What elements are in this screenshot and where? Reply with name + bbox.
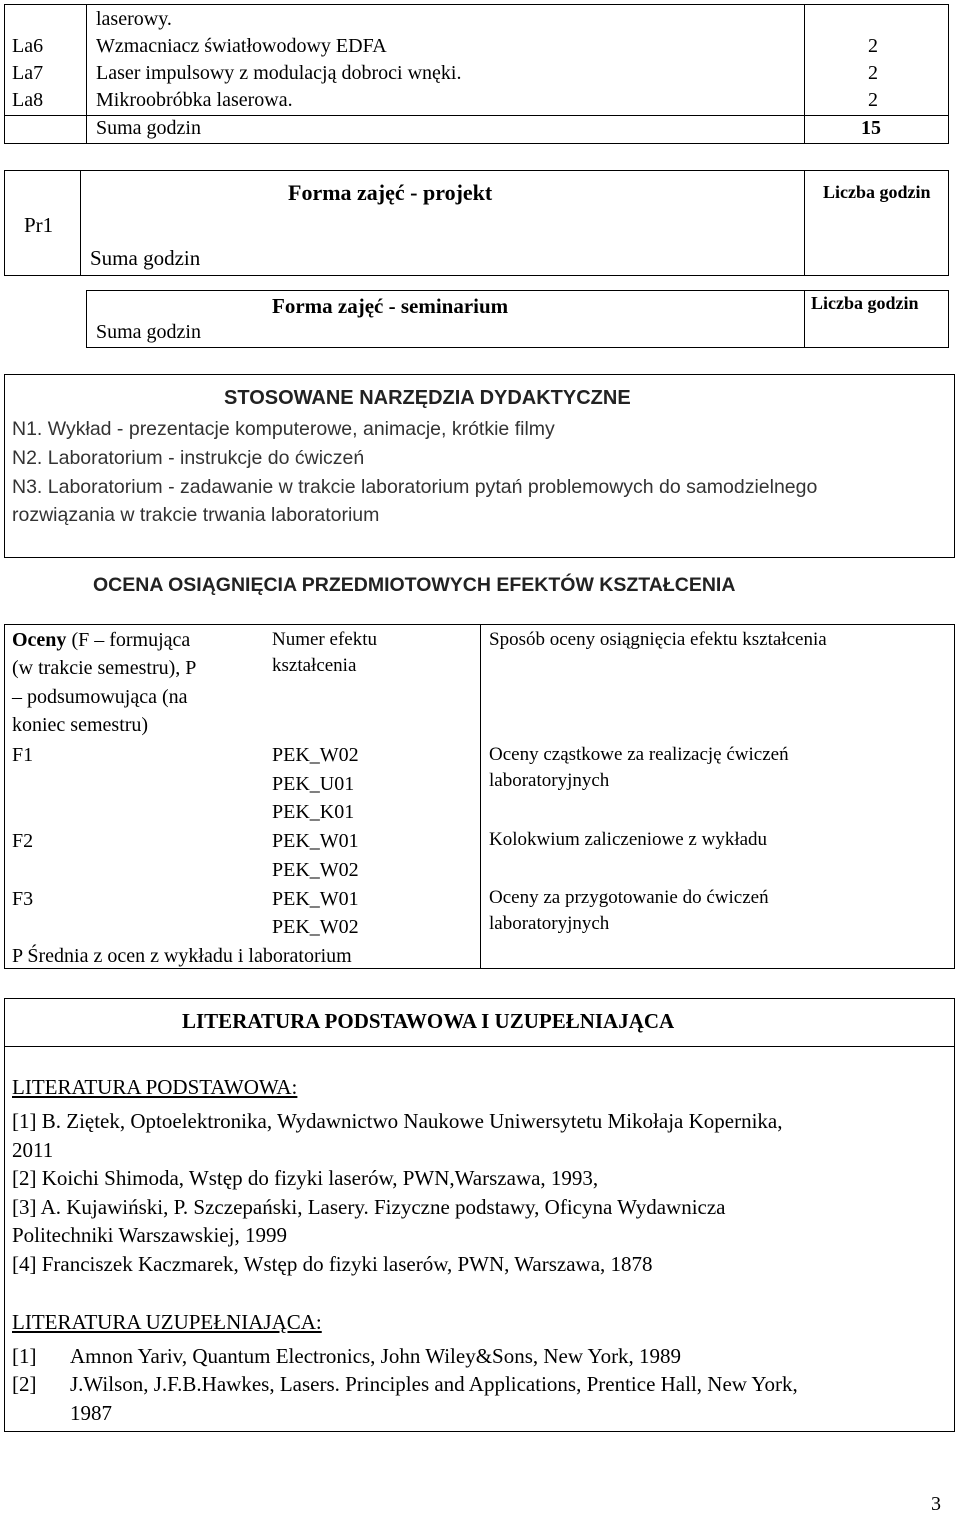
page-number: 3 — [931, 1493, 941, 1515]
lab-sum-value: 15 — [861, 117, 881, 139]
grade-code: F3 — [12, 888, 34, 910]
effect-code: PEK_W01 — [272, 888, 359, 910]
literature-supp-line: 1987 — [70, 1401, 112, 1425]
grade-code: F1 — [12, 744, 34, 766]
project-code: Pr1 — [24, 213, 54, 237]
literature-basic-heading: LITERATURA PODSTAWOWA: — [12, 1075, 298, 1099]
assessment-col1-header-line: (w trakcie semestru), P — [12, 657, 197, 679]
effect-code: PEK_W02 — [272, 859, 359, 881]
effect-code: PEK_W01 — [272, 830, 359, 852]
literature-basic-line: [1] B. Ziętek, Optoelektronika, Wydawnictwo Naukowe Uniwersytetu Mikołaja Kopernika, — [12, 1109, 783, 1133]
assessment-col2-header: Numer efektu — [272, 629, 377, 650]
effect-code: PEK_W02 — [272, 744, 359, 766]
lab-row-code: La8 — [12, 89, 44, 111]
literature-basic-line: Politechniki Warszawskiej, 1999 — [12, 1223, 287, 1247]
seminar-hours-heading: Liczba godzin — [811, 293, 919, 313]
assessment-method: Oceny za przygotowanie do ćwiczeń — [489, 887, 769, 908]
lab-sum-label: Suma godzin — [96, 117, 201, 139]
literature-heading: LITERATURA PODSTAWOWA I UZUPEŁNIAJĄCA — [182, 1009, 675, 1033]
lab-row-hours: 2 — [868, 89, 878, 111]
lab-row-hours: 2 — [868, 62, 878, 84]
assessment-col2-header: kształcenia — [272, 655, 357, 676]
lab-row-hours: 2 — [868, 35, 878, 57]
literature-basic-line: [3] A. Kujawiński, P. Szczepański, Lasery. Fizyczne podstawy, Oficyna Wydawnicza — [12, 1195, 726, 1219]
assessment-col1-header-line: – podsumowująca (na — [12, 686, 188, 708]
assessment-heading: OCENA OSIĄGNIĘCIA PRZEDMIOTOWYCH EFEKTÓW KSZTAŁCENIA — [93, 574, 736, 596]
lab-row-title: laserowy. — [96, 8, 172, 30]
tools-item: N3. Laboratorium - zadawanie w trakcie laboratorium pytań problemowych do samodzielnego — [12, 476, 818, 498]
effect-code: PEK_U01 — [272, 773, 355, 795]
project-sum-label: Suma godzin — [90, 246, 201, 270]
literature-basic-line: [2] Koichi Shimoda, Wstęp do fizyki laserów, PWN,Warszawa, 1993, — [12, 1166, 599, 1190]
tools-item: rozwiązania w trakcie trwania laboratorium — [12, 504, 380, 526]
assessment-method: Oceny cząstkowe za realizację ćwiczeń — [489, 744, 789, 765]
lab-row-title: Laser impulsowy z modulacją dobroci wnęki. — [96, 62, 462, 84]
tools-item: N1. Wykład - prezentacje komputerowe, animacje, krótkie filmy — [12, 418, 555, 440]
project-heading: Forma zajęć - projekt — [288, 180, 493, 205]
literature-basic-line: [4] Franciszek Kaczmarek, Wstęp do fizyki laserów, PWN, Warszawa, 1878 — [12, 1252, 653, 1276]
assessment-final: P Średnia z ocen z wykładu i laboratorium — [12, 945, 352, 967]
grade-code: F2 — [12, 830, 34, 852]
lab-row-code: La7 — [12, 62, 44, 84]
seminar-sum-label: Suma godzin — [96, 321, 201, 343]
lab-row-code: La6 — [12, 35, 44, 57]
literature-supp-num: [1] — [12, 1344, 37, 1368]
literature-supp-heading: LITERATURA UZUPEŁNIAJĄCA: — [12, 1310, 322, 1334]
lab-row-title: Mikroobróbka laserowa. — [96, 89, 293, 111]
lab-row-title: Wzmacniacz światłowodowy EDFA — [96, 35, 387, 57]
assessment-method: laboratoryjnych — [489, 770, 610, 791]
tools-item: N2. Laboratorium - instrukcje do ćwiczeń — [12, 447, 365, 469]
project-hours-heading: Liczba godzin — [823, 182, 931, 202]
assessment-method: laboratoryjnych — [489, 913, 610, 934]
literature-supp-line: J.Wilson, J.F.B.Hawkes, Lasers. Principles and Applications, Prentice Hall, New York, — [70, 1372, 798, 1396]
tools-heading: STOSOWANE NARZĘDZIA DYDAKTYCZNE — [224, 387, 631, 409]
seminar-heading: Forma zajęć - seminarium — [272, 294, 509, 318]
assessment-col3-header: Sposób oceny osiągnięcia efektu kształcenia — [489, 629, 827, 650]
assessment-col1-header: Oceny (F – formująca — [12, 629, 191, 651]
literature-supp-num: [2] — [12, 1372, 37, 1396]
effect-code: PEK_K01 — [272, 801, 355, 823]
literature-supp-line: Amnon Yariv, Quantum Electronics, John Wiley&Sons, New York, 1989 — [70, 1344, 682, 1368]
assessment-col1-header-line: koniec semestru) — [12, 714, 149, 736]
effect-code: PEK_W02 — [272, 916, 359, 938]
literature-basic-line: 2011 — [12, 1138, 54, 1162]
assessment-method: Kolokwium zaliczeniowe z wykładu — [489, 829, 768, 850]
